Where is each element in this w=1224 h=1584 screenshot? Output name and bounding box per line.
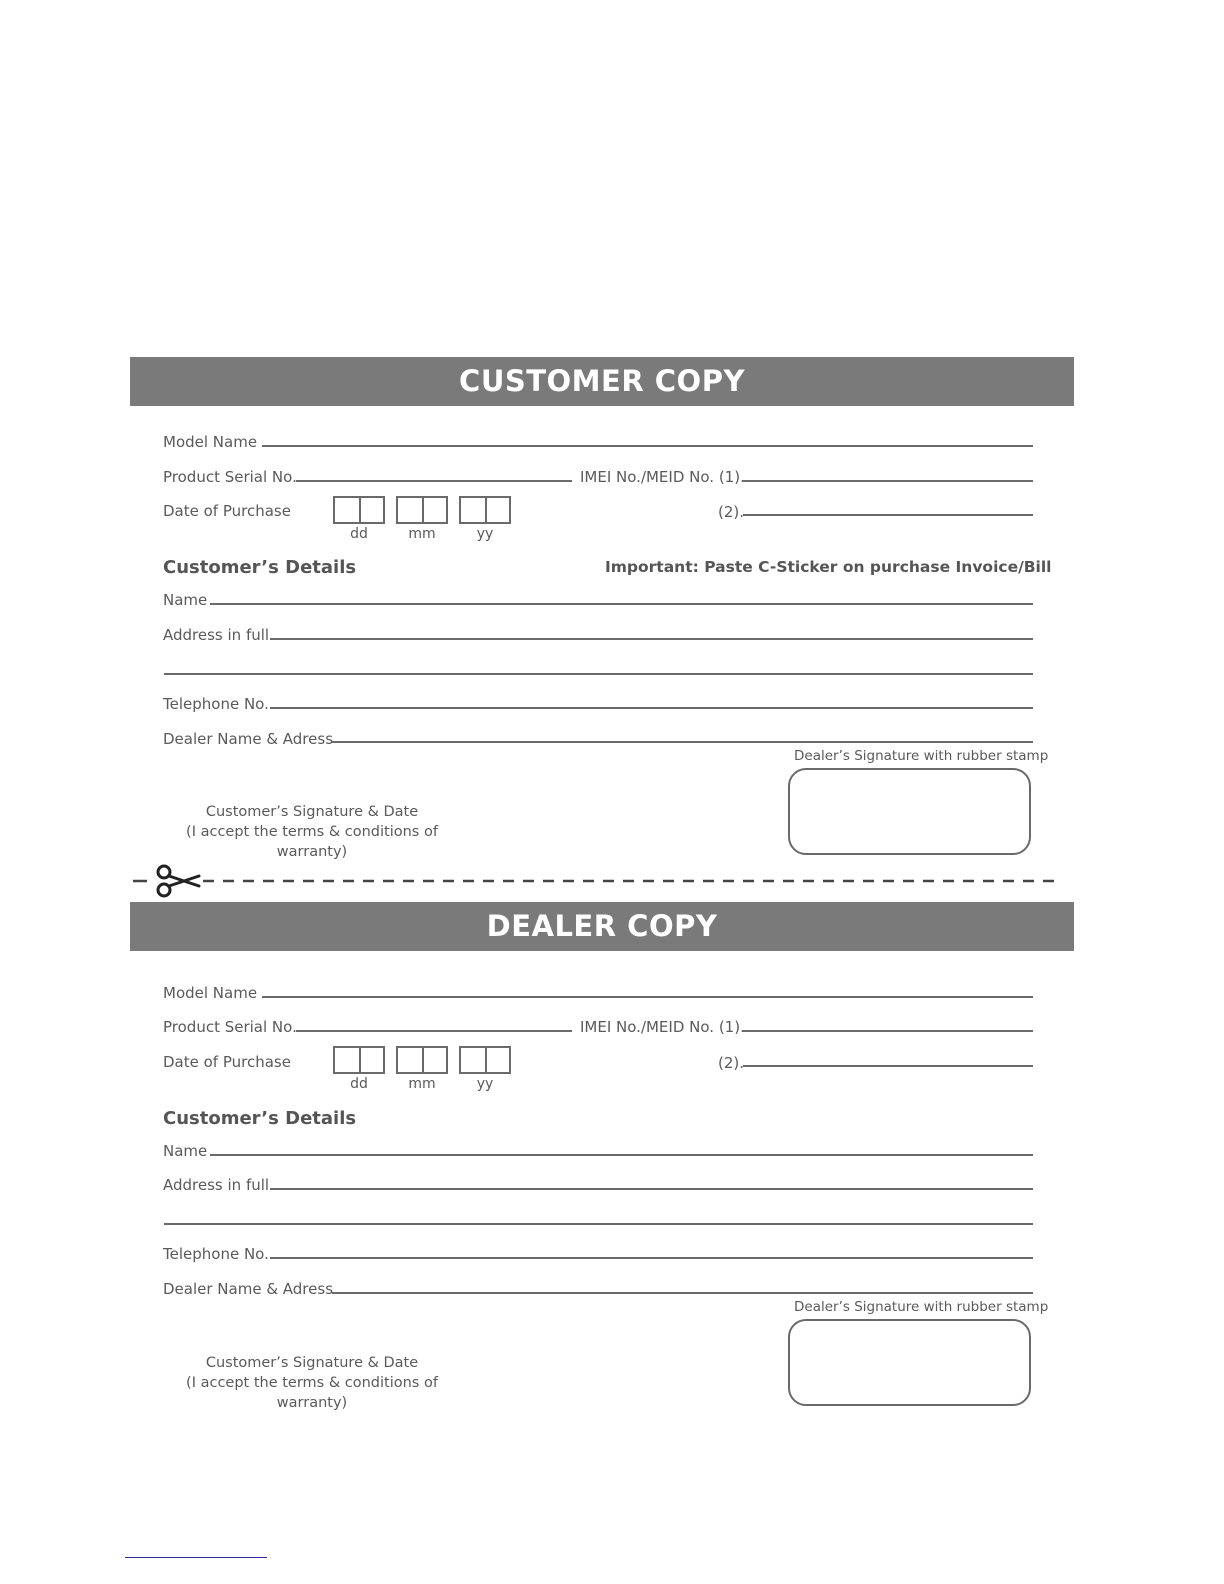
imei2-label: (2). — [718, 503, 745, 521]
customer-signature-block — [162, 1353, 462, 1413]
customer-signature-label: Customer’s Signature & Date — [205, 804, 419, 820]
model-name-label: Model Name — [163, 984, 258, 1002]
address-field-line-2[interactable] — [164, 673, 1033, 675]
name-field[interactable] — [210, 1154, 1033, 1156]
model-name-field[interactable] — [262, 445, 1033, 447]
dealer-name-field[interactable] — [332, 1292, 1033, 1294]
day-caption: dd — [350, 1076, 368, 1092]
dealer-signature-caption: Dealer’s Signature with rubber stamp — [794, 1299, 1049, 1315]
serial-label: Product Serial No. — [163, 468, 297, 486]
name-label: Name — [163, 591, 208, 609]
address-label: Address in full — [163, 1176, 270, 1194]
address-field-line-2[interactable] — [164, 1223, 1033, 1225]
month-caption: mm — [408, 526, 436, 542]
model-name-field[interactable] — [262, 996, 1033, 998]
dealer-name-label: Dealer Name & Adress — [163, 1280, 334, 1298]
imei1-field[interactable] — [743, 480, 1033, 482]
dealer-name-label: Dealer Name & Adress — [163, 730, 334, 748]
year-input[interactable] — [459, 496, 511, 524]
date-of-purchase-boxes — [333, 496, 523, 546]
address-label: Address in full — [163, 626, 270, 644]
customer-signature-label: Customer’s Signature & Date — [205, 1355, 419, 1371]
imei1-label: IMEI No./MEID No. (1). — [580, 468, 745, 486]
imei2-field[interactable] — [743, 1065, 1033, 1067]
model-name-label: Model Name — [163, 433, 258, 451]
year-caption: yy — [476, 526, 494, 542]
address-field[interactable] — [270, 638, 1033, 640]
date-of-purchase-boxes — [333, 1046, 523, 1096]
year-input[interactable] — [459, 1046, 511, 1074]
footnote-rule — [125, 1557, 267, 1558]
day-caption: dd — [350, 526, 368, 542]
imei2-label: (2). — [718, 1054, 745, 1072]
month-input[interactable] — [396, 496, 448, 524]
warranty-acceptance-note: (I accept the terms & conditions of warranty) — [186, 1375, 438, 1411]
date-of-purchase-label: Date of Purchase — [163, 502, 291, 520]
serial-label: Product Serial No. — [163, 1018, 297, 1036]
imei2-field[interactable] — [743, 514, 1033, 516]
month-input[interactable] — [396, 1046, 448, 1074]
scissors-icon — [158, 866, 199, 896]
name-field[interactable] — [210, 603, 1033, 605]
telephone-label: Telephone No. — [163, 1245, 269, 1263]
dealer-name-field[interactable] — [332, 741, 1033, 743]
customer-details-heading: Customer’s Details — [163, 557, 357, 578]
customer-signature-block — [162, 802, 462, 862]
dealer-copy-banner: DEALER COPY — [130, 902, 1074, 951]
name-label: Name — [163, 1142, 208, 1160]
serial-field[interactable] — [296, 1030, 572, 1032]
telephone-field[interactable] — [270, 707, 1033, 709]
customer-copy-banner: CUSTOMER COPY — [130, 357, 1074, 406]
date-of-purchase-label: Date of Purchase — [163, 1053, 291, 1071]
imei1-field[interactable] — [743, 1030, 1033, 1032]
address-field[interactable] — [270, 1188, 1033, 1190]
telephone-field[interactable] — [270, 1257, 1033, 1259]
year-caption: yy — [476, 1076, 494, 1092]
serial-field[interactable] — [296, 480, 572, 482]
dealer-signature-box[interactable] — [788, 1319, 1031, 1406]
warranty-acceptance-note: (I accept the terms & conditions of warranty) — [186, 824, 438, 860]
customer-details-heading: Customer’s Details — [163, 1108, 357, 1129]
imei1-label: IMEI No./MEID No. (1). — [580, 1018, 745, 1036]
telephone-label: Telephone No. — [163, 695, 269, 713]
dealer-signature-box[interactable] — [788, 768, 1031, 855]
important-note: Important: Paste C-Sticker on purchase Invoice/Bill — [605, 558, 1052, 576]
cut-line — [133, 864, 1063, 898]
day-input[interactable] — [333, 496, 385, 524]
dealer-signature-caption: Dealer’s Signature with rubber stamp — [794, 748, 1049, 764]
month-caption: mm — [408, 1076, 436, 1092]
day-input[interactable] — [333, 1046, 385, 1074]
